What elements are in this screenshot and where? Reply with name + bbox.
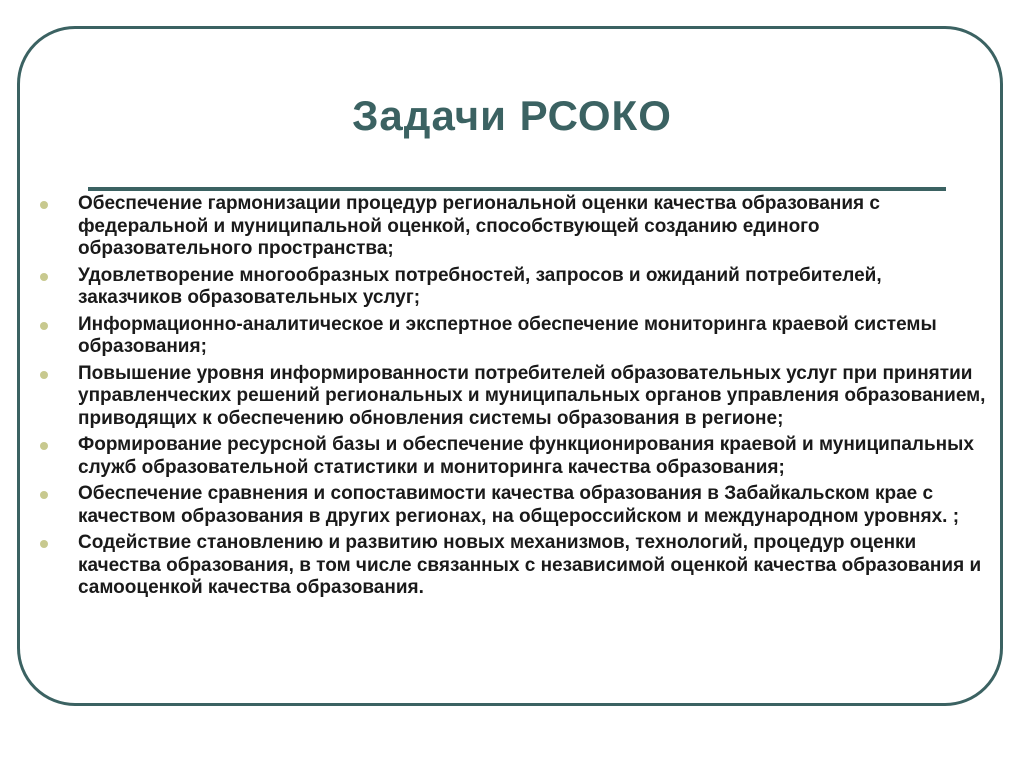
bullet-text: Удовлетворение многообразных потребностей, запросов и ожиданий потребителей, заказчиков образовательных услуг; bbox=[78, 264, 882, 308]
bullet-marker-icon bbox=[40, 540, 48, 548]
bullet-marker-icon bbox=[40, 442, 48, 450]
bullet-item bbox=[38, 363, 988, 431]
bullet-item bbox=[38, 434, 988, 479]
slide-title: Задачи РСОКО bbox=[352, 92, 672, 139]
bullet-marker-icon bbox=[40, 322, 48, 330]
bullet-marker-icon bbox=[40, 491, 48, 499]
bullet-marker-icon bbox=[40, 371, 48, 379]
bullet-item bbox=[38, 314, 988, 359]
bullet-text: Информационно-аналитическое и экспертное обеспечение мониторинга краевой системы образования; bbox=[78, 313, 937, 357]
bullet-text: Обеспечение сравнения и сопоставимости качества образования в Забайкальском крае с качеством образования в других регионах, на общероссийском и международном уровнях. ; bbox=[78, 483, 960, 527]
bullet-text: Повышение уровня информированности потребителей образовательных услуг при принятии управленческих решений региональных и муниципальных органов управления образованием, приводящих к обеспечению обновления системы образования в регионе; bbox=[78, 362, 986, 429]
bullet-item bbox=[38, 193, 988, 261]
title-underline bbox=[88, 187, 946, 191]
bullet-marker-icon bbox=[40, 273, 48, 281]
bullet-item bbox=[38, 532, 988, 600]
bullet-list bbox=[38, 193, 988, 604]
bullet-item bbox=[38, 265, 988, 310]
bullet-text: Содействие становлению и развитию новых механизмов, технологий, процедур оценки качества образования, в том числе связанных с независимой оценкой качества образования и самооценкой качества образования. bbox=[78, 532, 982, 598]
bullet-text: Обеспечение гармонизации процедур региональной оценки качества образования с федеральной и муниципальной оценкой, способствующей созданию единого образовательного пространства; bbox=[78, 193, 880, 259]
bullet-text: Формирование ресурсной базы и обеспечение функционирования краевой и муниципальных служб образовательной статистики и мониторинга качества образования; bbox=[78, 434, 974, 478]
bullet-marker-icon bbox=[40, 201, 48, 209]
bullet-item bbox=[38, 483, 988, 528]
